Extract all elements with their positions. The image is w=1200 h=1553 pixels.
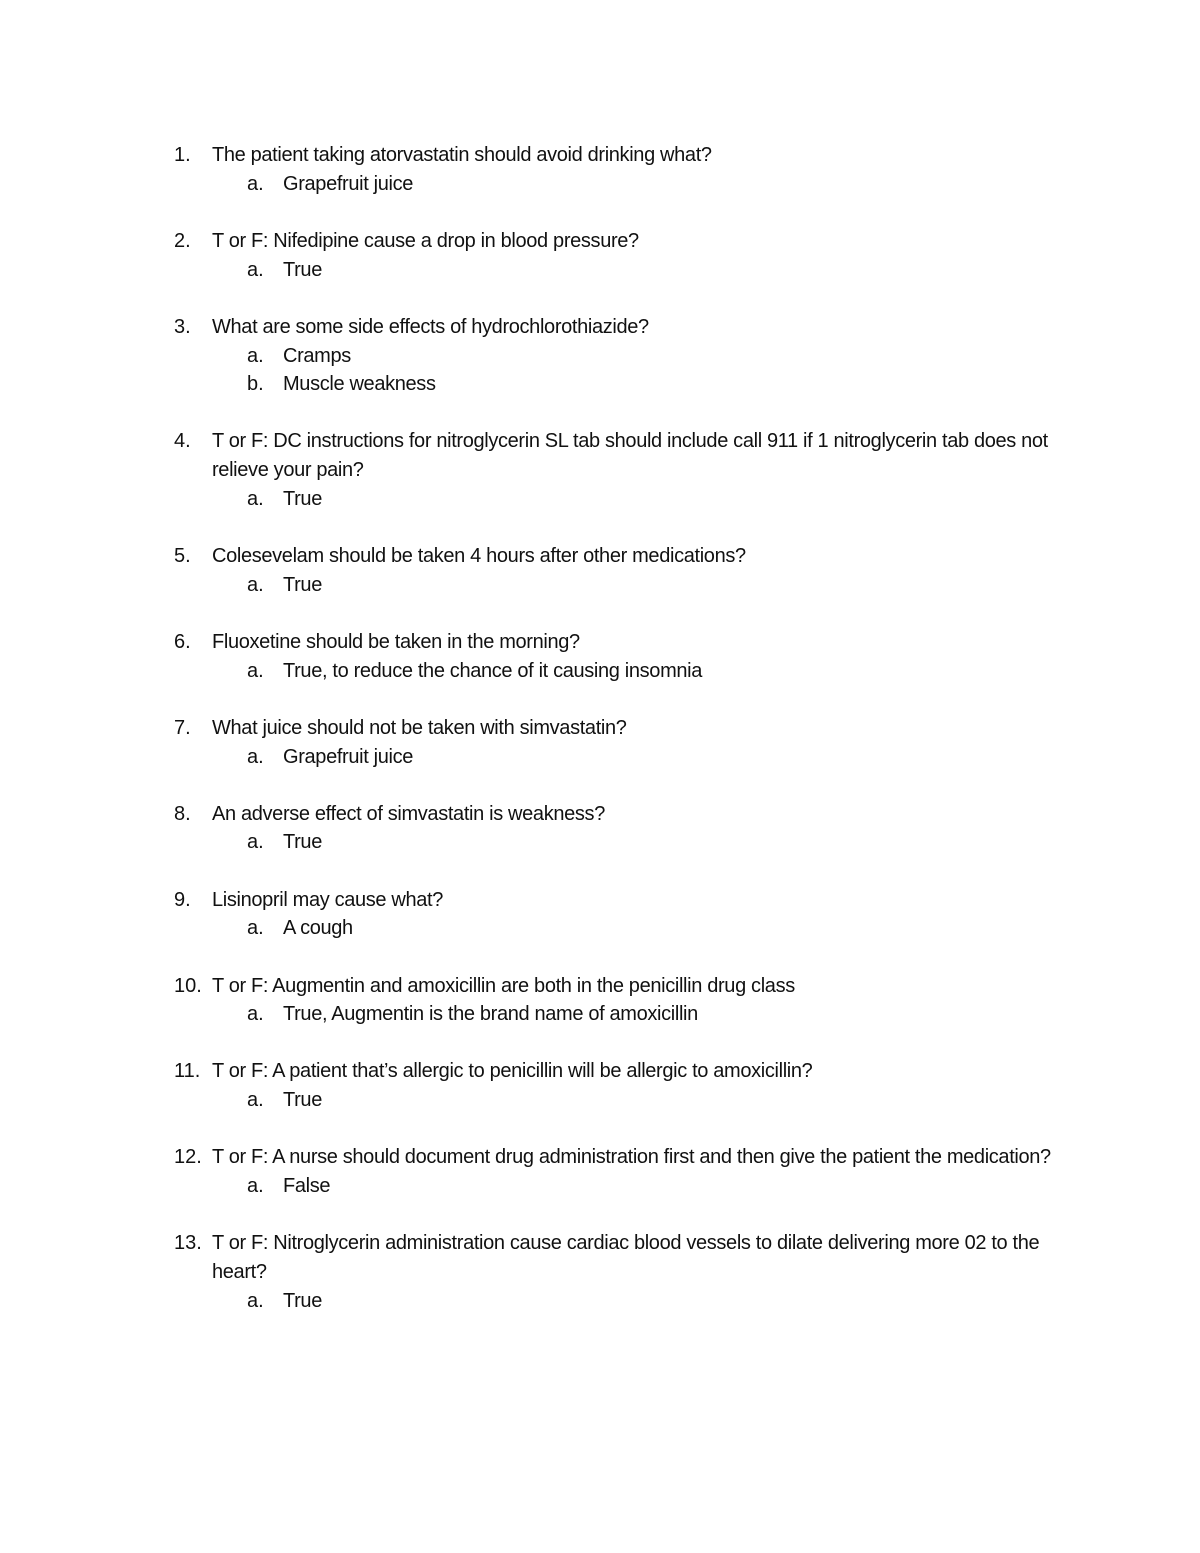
answer-marker: a.	[247, 258, 264, 281]
question-number: 2.	[174, 229, 191, 252]
question-line	[0, 227, 1200, 256]
answer-line	[0, 1000, 1200, 1029]
question-number: 9.	[174, 888, 191, 911]
answer-line	[0, 485, 1200, 514]
question-text: Fluoxetine should be taken in the morning?	[212, 630, 580, 653]
question-number: 4.	[174, 430, 191, 453]
question-number: 3.	[174, 315, 191, 338]
question-item	[0, 628, 1200, 685]
question-text: T or F: A nurse should document drug administration first and then give the patient the medication?	[212, 1146, 1051, 1169]
answer-line	[0, 342, 1200, 371]
answer-line	[0, 256, 1200, 285]
question-line	[0, 427, 1200, 484]
question-line	[0, 313, 1200, 342]
answer-marker: a.	[247, 917, 264, 940]
question-number: 10.	[174, 974, 202, 997]
question-line	[0, 1229, 1200, 1286]
question-text: The patient taking atorvastatin should avoid drinking what?	[212, 144, 712, 166]
question-line	[0, 542, 1200, 571]
question-text: What juice should not be taken with simvastatin?	[212, 716, 627, 739]
question-number: 7.	[174, 716, 191, 739]
answer-line	[0, 1172, 1200, 1201]
question-item	[0, 313, 1200, 399]
answer-marker: b.	[247, 373, 264, 396]
answer-text: True, to reduce the chance of it causing insomnia	[283, 659, 703, 682]
question-item	[0, 542, 1200, 599]
question-number: 1.	[174, 144, 191, 166]
answer-text: Grapefruit juice	[283, 745, 414, 768]
question-text: Colesevelam should be taken 4 hours after other medications?	[212, 545, 746, 568]
question-item	[0, 1057, 1200, 1114]
question-number: 8.	[174, 802, 191, 825]
answer-text: Cramps	[283, 344, 351, 367]
answer-marker: a.	[247, 573, 264, 596]
question-text: Lisinopril may cause what?	[212, 888, 444, 911]
question-item	[0, 1143, 1200, 1200]
answer-line	[0, 1086, 1200, 1115]
question-line	[0, 714, 1200, 743]
question-item	[0, 714, 1200, 771]
question-item	[0, 427, 1200, 513]
question-line	[0, 628, 1200, 657]
answer-marker: a.	[247, 659, 264, 682]
answer-text: A cough	[283, 917, 353, 940]
answer-line	[0, 1287, 1200, 1316]
question-line	[0, 800, 1200, 829]
answer-line	[0, 370, 1200, 399]
answer-marker: a.	[247, 1003, 264, 1026]
answer-marker: a.	[247, 344, 264, 367]
question-text: T or F: DC instructions for nitroglycerin SL tab should include call 911 if 1 nitroglycerin tab does not relieve your pain?	[212, 430, 1048, 482]
answer-text: Grapefruit juice	[283, 172, 414, 195]
answer-marker: a.	[247, 745, 264, 768]
question-number: 13.	[174, 1232, 202, 1255]
answer-marker: a.	[247, 172, 264, 195]
answer-text: True	[283, 573, 322, 596]
question-text: T or F: Nifedipine cause a drop in blood pressure?	[212, 229, 639, 252]
answer-line	[0, 743, 1200, 772]
question-line	[0, 972, 1200, 1001]
question-text: An adverse effect of simvastatin is weakness?	[212, 802, 605, 825]
question-number: 5.	[174, 545, 191, 568]
question-item	[0, 886, 1200, 943]
answer-text: False	[283, 1175, 331, 1198]
answer-marker: a.	[247, 1089, 264, 1112]
question-item	[0, 227, 1200, 284]
question-item	[0, 141, 1200, 198]
answer-text: Muscle weakness	[283, 373, 436, 396]
question-item	[0, 800, 1200, 857]
answer-marker: a.	[247, 487, 264, 510]
answer-marker: a.	[247, 1175, 264, 1198]
answer-marker: a.	[247, 1289, 264, 1312]
answer-text: True	[283, 258, 322, 281]
question-item	[0, 1229, 1200, 1315]
question-list	[0, 141, 1200, 1344]
question-item	[0, 972, 1200, 1029]
answer-text: True	[283, 831, 322, 854]
answer-marker: a.	[247, 831, 264, 854]
answer-line	[0, 657, 1200, 686]
question-text: What are some side effects of hydrochlorothiazide?	[212, 315, 649, 338]
question-text: T or F: A patient that’s allergic to penicillin will be allergic to amoxicillin?	[212, 1060, 813, 1083]
question-number: 12.	[174, 1146, 202, 1169]
question-number: 11.	[174, 1060, 201, 1083]
question-number: 6.	[174, 630, 191, 653]
answer-text: True	[283, 1089, 322, 1112]
answer-line	[0, 170, 1200, 199]
question-line	[0, 1057, 1200, 1086]
answer-text: True	[283, 487, 322, 510]
answer-line	[0, 828, 1200, 857]
answer-text: True, Augmentin is the brand name of amoxicillin	[283, 1003, 698, 1026]
answer-text: True	[283, 1289, 322, 1312]
question-line	[0, 141, 1200, 170]
answer-line	[0, 571, 1200, 600]
question-line	[0, 886, 1200, 915]
question-text: T or F: Nitroglycerin administration cause cardiac blood vessels to dilate delivering more 02 to the heart?	[212, 1232, 1040, 1283]
question-text: T or F: Augmentin and amoxicillin are both in the penicillin drug class	[212, 974, 795, 997]
question-line	[0, 1143, 1200, 1172]
answer-line	[0, 914, 1200, 943]
